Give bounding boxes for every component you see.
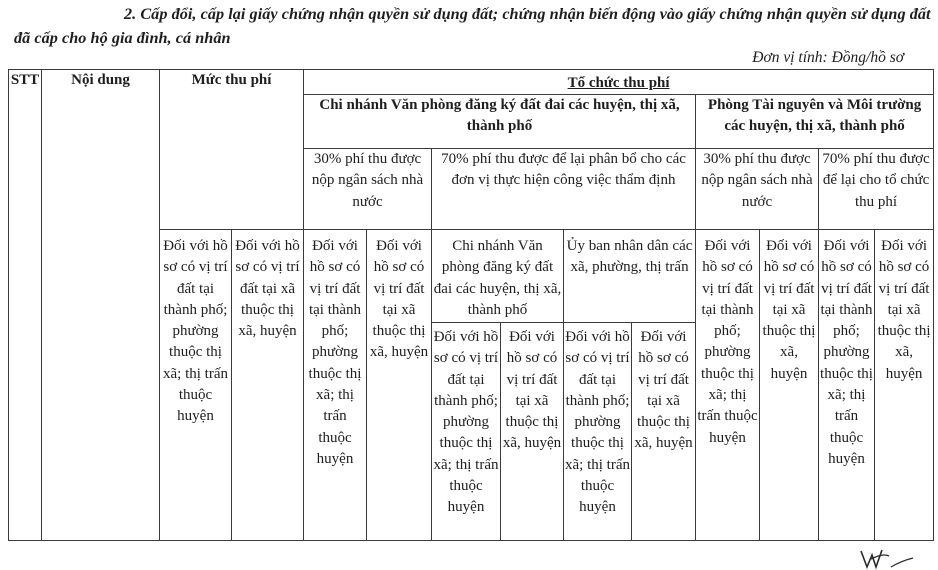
fee-level-header: Mức thu phí <box>160 70 304 230</box>
natural-resources-dept-header: Phòng Tài nguyên và Môi trường các huyện, thị xã, thành phố <box>696 95 934 149</box>
fee-level-commune-col: Đối với hồ sơ có vị trí đất tại xã thuộc thị xã, huyện <box>232 230 304 541</box>
dept-30-commune-col: Đối với hồ sơ có vị trí đất tại xã thuộc thị xã, huyện <box>760 230 819 541</box>
branch-30-percent-header: 30% phí thu được nộp ngân sách nhà nước <box>304 149 432 230</box>
dept-30-city-col: Đối với hồ sơ có vị trí đất tại thành phố; phường thuộc thị xã; thị trấn thuộc huyện <box>696 230 760 541</box>
dept-70-commune-col: Đối với hồ sơ có vị trí đất tại xã thuộc thị xã, huyện <box>875 230 934 541</box>
dept-30-percent-header: 30% phí thu được nộp ngân sách nhà nước <box>696 149 819 230</box>
sub-committee-city-col: Đối với hồ sơ có vị trí đất tại thành phố; phường thuộc thị xã; thị trấn thuộc huyện <box>564 323 632 541</box>
stt-header: STT <box>9 70 42 541</box>
section-heading: 2. Cấp đổi, cấp lại giấy chứng nhận quyền sử dụng đất; chứng nhận biến động vào giấy chứng nhận quyền sử dụng đất đã cấp cho hộ gia đình, cá nhân <box>14 5 931 47</box>
signature-mark <box>855 547 925 570</box>
sub-branch-commune-col: Đối với hồ sơ có vị trí đất tại xã thuộc thị xã, huyện <box>501 323 564 541</box>
fee-table <box>8 69 934 541</box>
sub-branch-city-col: Đối với hồ sơ có vị trí đất tại thành phố; phường thuộc thị xã; thị trấn thuộc huyện <box>432 323 501 541</box>
branch-70-percent-header: 70% phí thu được để lại phân bổ cho các đơn vị thực hiện công việc thẩm định <box>432 149 696 230</box>
sub-people-committee-header: Ủy ban nhân dân các xã, phường, thị trấn <box>564 230 696 323</box>
branch-30-commune-col: Đối với hồ sơ có vị trí đất tại xã thuộc thị xã, huyện <box>367 230 432 541</box>
branch-office-header: Chi nhánh Văn phòng đăng ký đất đai các huyện, thị xã, thành phố <box>304 95 696 149</box>
fee-organization-header: Tổ chức thu phí <box>304 70 934 95</box>
sub-branch-office-header: Chi nhánh Văn phòng đăng ký đất đai các huyện, thị xã, thành phố <box>432 230 564 323</box>
dept-70-city-col: Đối với hồ sơ có vị trí đất tại thành phố; phường thuộc thị xã; thị trấn thuộc huyện <box>819 230 875 541</box>
fee-level-city-col: Đối với hồ sơ có vị trí đất tại thành phố; phường thuộc thị xã; thị trấn thuộc huyện <box>160 230 232 541</box>
sub-committee-commune-col: Đối với hồ sơ có vị trí đất tại xã thuộc thị xã, huyện <box>632 323 696 541</box>
unit-note: Đơn vị tính: Đồng/hồ sơ <box>752 49 904 66</box>
dept-70-percent-header: 70% phí thu được để lại cho tổ chức thu phí <box>819 149 934 230</box>
content-header: Nội dung <box>42 70 160 541</box>
branch-30-city-col: Đối với hồ sơ có vị trí đất tại thành phố; phường thuộc thị xã; thị trấn thuộc huyện <box>304 230 367 541</box>
